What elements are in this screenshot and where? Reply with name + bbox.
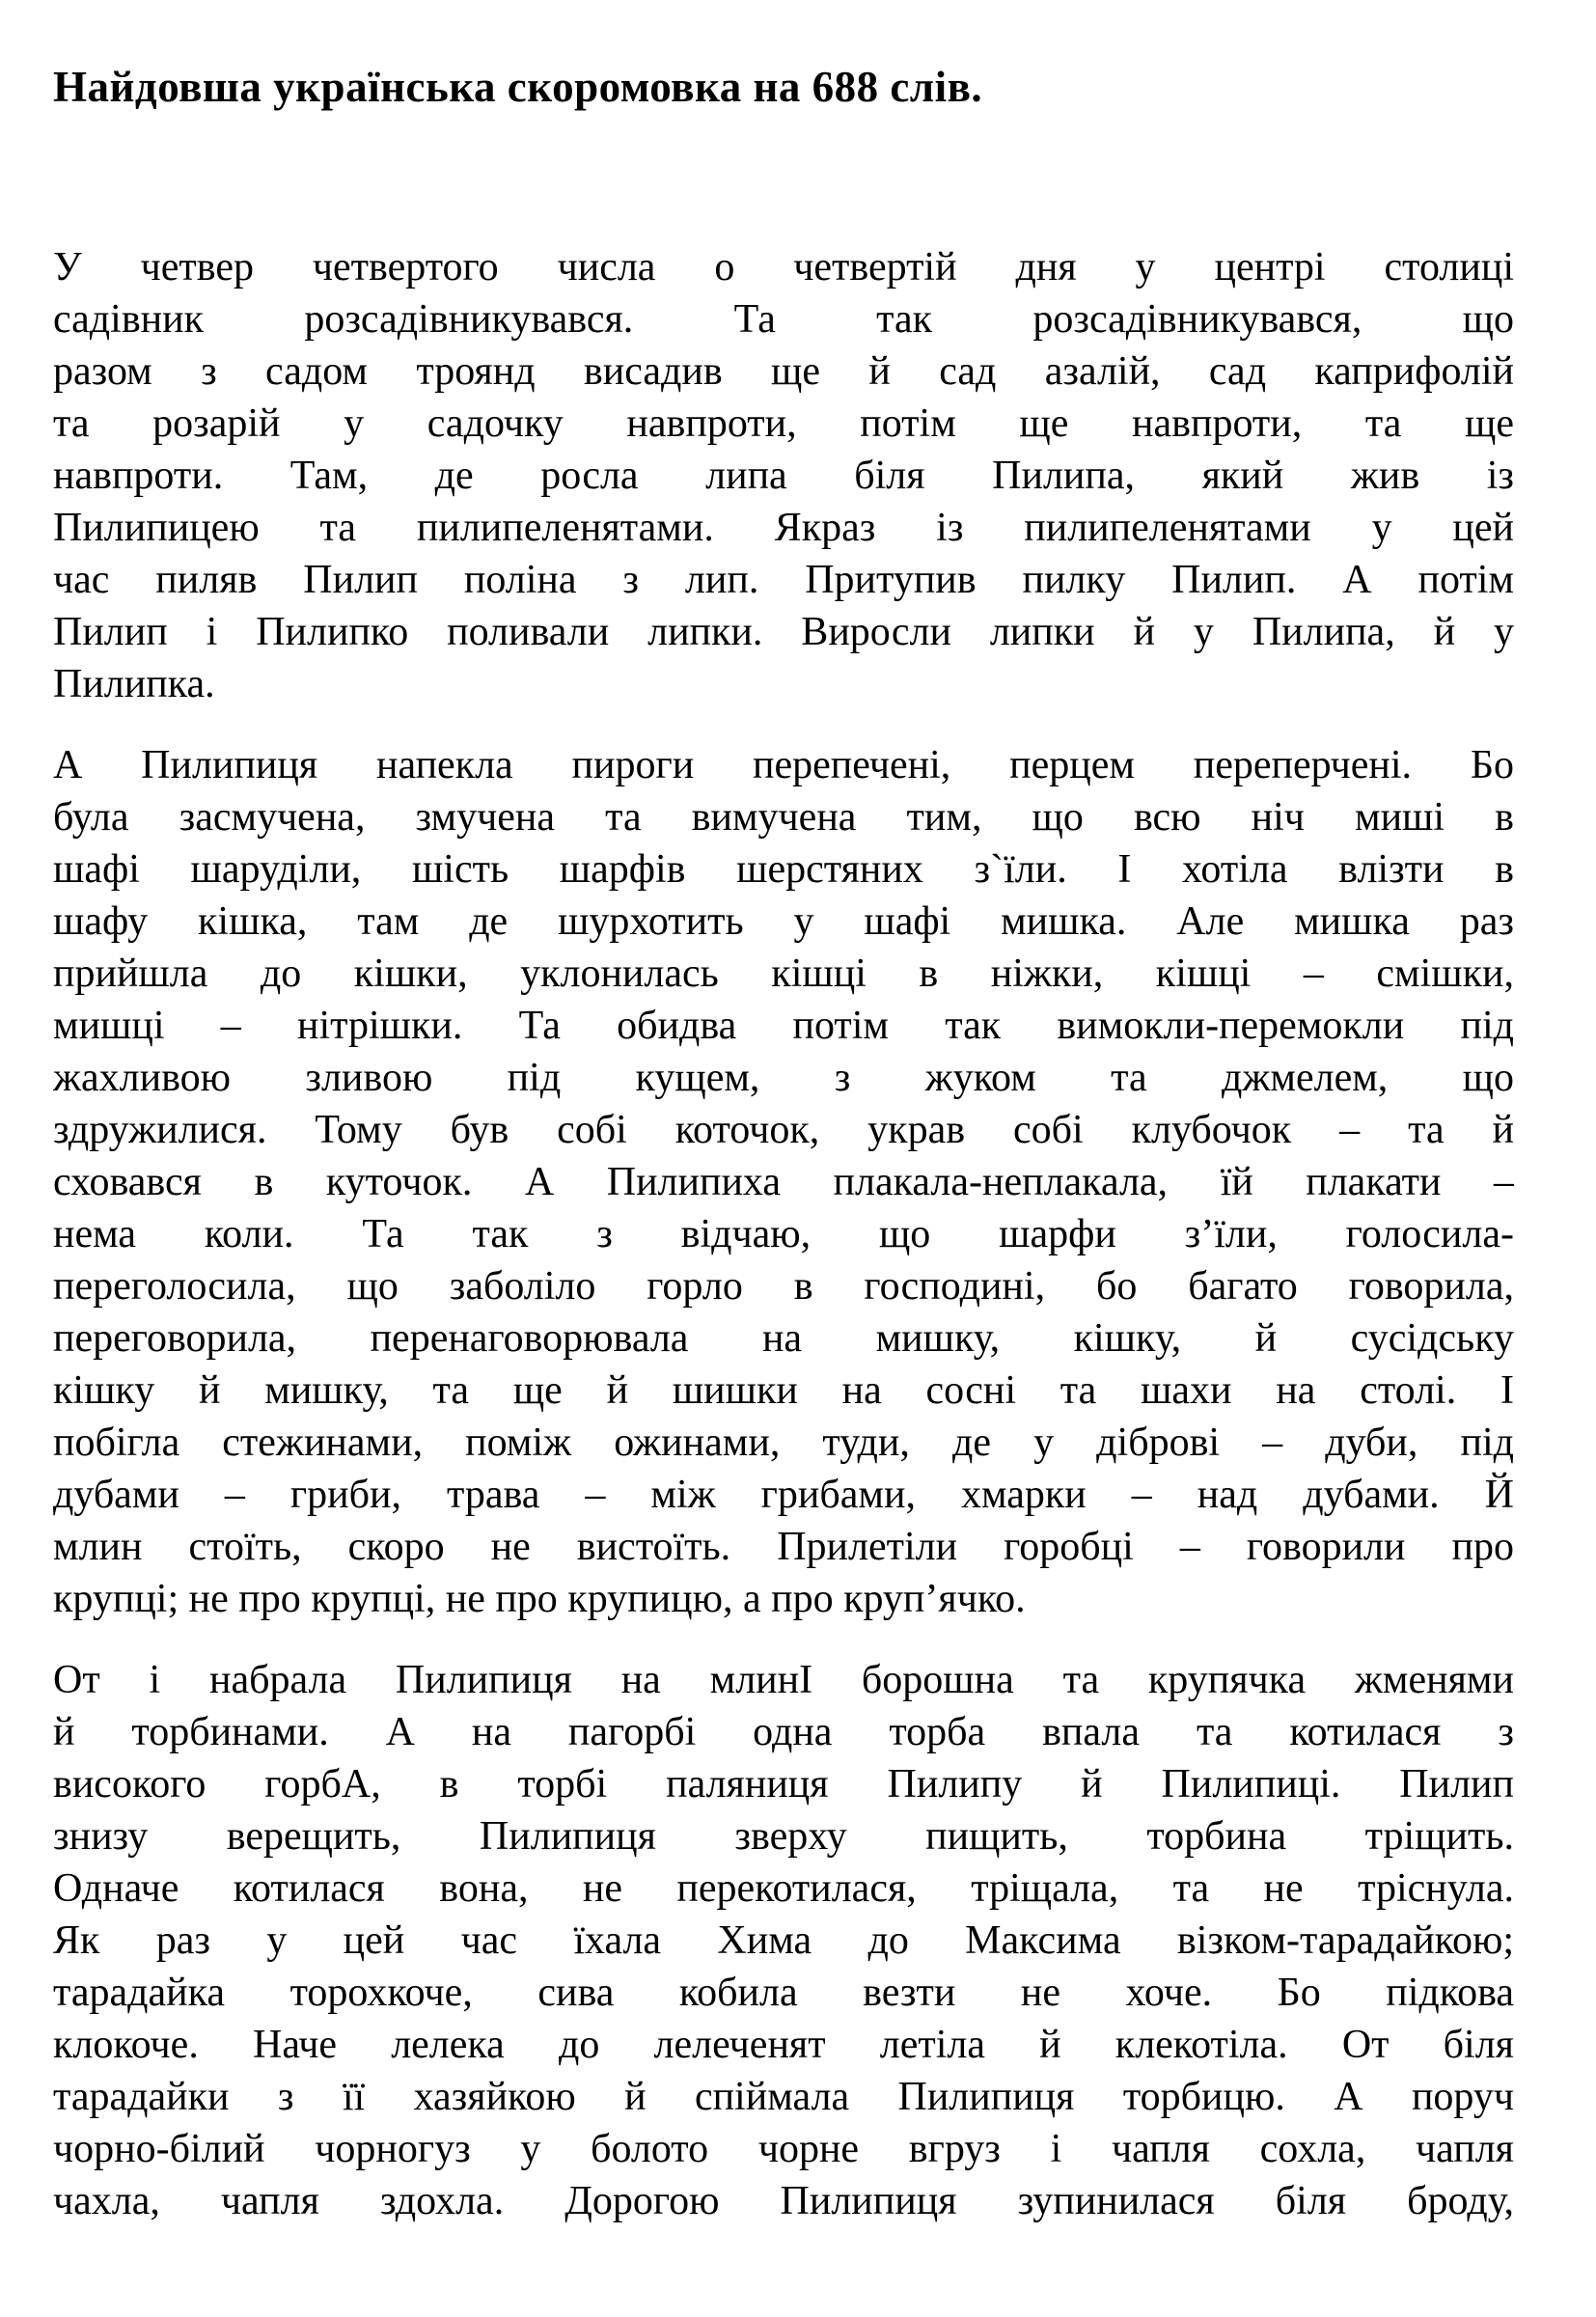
text-line: побігла стежинами, поміж ожинами, туди, де у діброві – дуби, під	[53, 1421, 1514, 1465]
text-line: здружилися. Тому був собі коточок, украв собі клубочок – та й	[53, 1108, 1514, 1152]
text-line: крупці; не про крупці, не про крупицю, а про круп’ячко.	[53, 1577, 1026, 1621]
text-line: й торбинами. А на пагорбі одна торба впала та котилася з	[53, 1710, 1514, 1754]
text-line: нема коли. Та так з відчаю, що шарфи з’їли, голосила-	[53, 1212, 1514, 1256]
text-line: Пилипицею та пилипеленятами. Якраз із пилипеленятами у цей	[53, 506, 1514, 550]
text-line: знизу верещить, Пилипиця зверху пищить, торбина тріщить.	[53, 1814, 1514, 1859]
text-line: чорно-білий чорногуз у болото чорне вгруз і чапля сохла, чапля	[53, 2127, 1514, 2171]
text-line: кішку й мишку, та ще й шишки на сосні та шахи на столі. І	[53, 1368, 1514, 1413]
text-line: разом з садом троянд висадив ще й сад азалій, сад каприфолій	[53, 349, 1514, 394]
text-line: жахливою зливою під кущем, з жуком та джмелем, що	[53, 1056, 1514, 1100]
text-line: високого горбА, в торбі паляниця Пилипу й Пилипиці. Пилип	[53, 1762, 1514, 1807]
document-page	[0, 60, 1596, 2317]
text-line: млин стоїть, скоро не вистоїть. Прилетіли горобці – говорили про	[53, 1525, 1514, 1569]
paragraph-1	[53, 241, 1514, 710]
text-line: час пиляв Пилип поліна з лип. Притупив пилку Пилип. А потім	[53, 558, 1514, 602]
paragraph-2	[53, 739, 1514, 1625]
page-title: Найдовша українська скоромовка на 688 слів.	[53, 63, 983, 111]
text-line: переговорила, перенаговорювала на мишку, кішку, й сусідську	[53, 1316, 1514, 1361]
text-line: шафу кішка, там де шурхотить у шафі мишка. Але мишка раз	[53, 899, 1514, 944]
document-body	[53, 241, 1514, 2227]
text-line: У четвер четвертого числа о четвертій дня у центрі столиці	[53, 245, 1514, 290]
text-line: Одначе котилася вона, не перекотилася, тріщала, та не тріснула.	[53, 1866, 1514, 1911]
text-line: тарадайки з її хазяйкою й спіймала Пилипиця торбицю. А поруч	[53, 2075, 1514, 2119]
text-line: мишці – нітрішки. Та обидва потім так вимокли-перемокли під	[53, 1004, 1514, 1048]
text-line: шафі шаруділи, шість шарфів шерстяних з`їли. І хотіла влізти в	[53, 847, 1514, 892]
text-line: Пилипка.	[53, 662, 215, 706]
text-line: От і набрала Пилипиця на млинІ борошна та крупячка жменями	[53, 1658, 1514, 1702]
text-line: дубами – гриби, трава – між грибами, хмарки – над дубами. Й	[53, 1473, 1514, 1517]
text-line: та розарій у садочку навпроти, потім ще навпроти, та ще	[53, 401, 1514, 446]
text-line: сховався в куточок. А Пилипиха плакала-неплакала, їй плакати –	[53, 1160, 1514, 1204]
text-line: тарадайка торохкоче, сива кобила везти не хоче. Бо підкова	[53, 1971, 1514, 2015]
paragraph-3	[53, 1654, 1514, 2227]
text-line: садівник розсадівникувався. Та так розсадівникувався, що	[53, 297, 1514, 342]
text-line: клокоче. Наче лелека до лелеченят летіла й клекотіла. От біля	[53, 2023, 1514, 2067]
text-line: переголосила, що заболіло горло в господині, бо багато говорила,	[53, 1264, 1514, 1309]
text-line: була засмучена, змучена та вимучена тим, що всю ніч миші в	[53, 795, 1514, 840]
text-line: Як раз у цей час їхала Хима до Максима візком-тарадайкою;	[53, 1918, 1514, 1963]
text-line: А Пилипиця напекла пироги перепечені, перцем переперчені. Бо	[53, 743, 1514, 787]
text-line: прийшла до кішки, уклонилась кішці в ніжки, кішці – смішки,	[53, 952, 1514, 996]
text-line: Пилип і Пилипко поливали липки. Виросли липки й у Пилипа, й у	[53, 610, 1514, 654]
text-line: чахла, чапля здохла. Дорогою Пилипиця зупинилася біля броду,	[53, 2179, 1514, 2223]
text-line: навпроти. Там, де росла липа біля Пилипа, який жив із	[53, 454, 1514, 498]
